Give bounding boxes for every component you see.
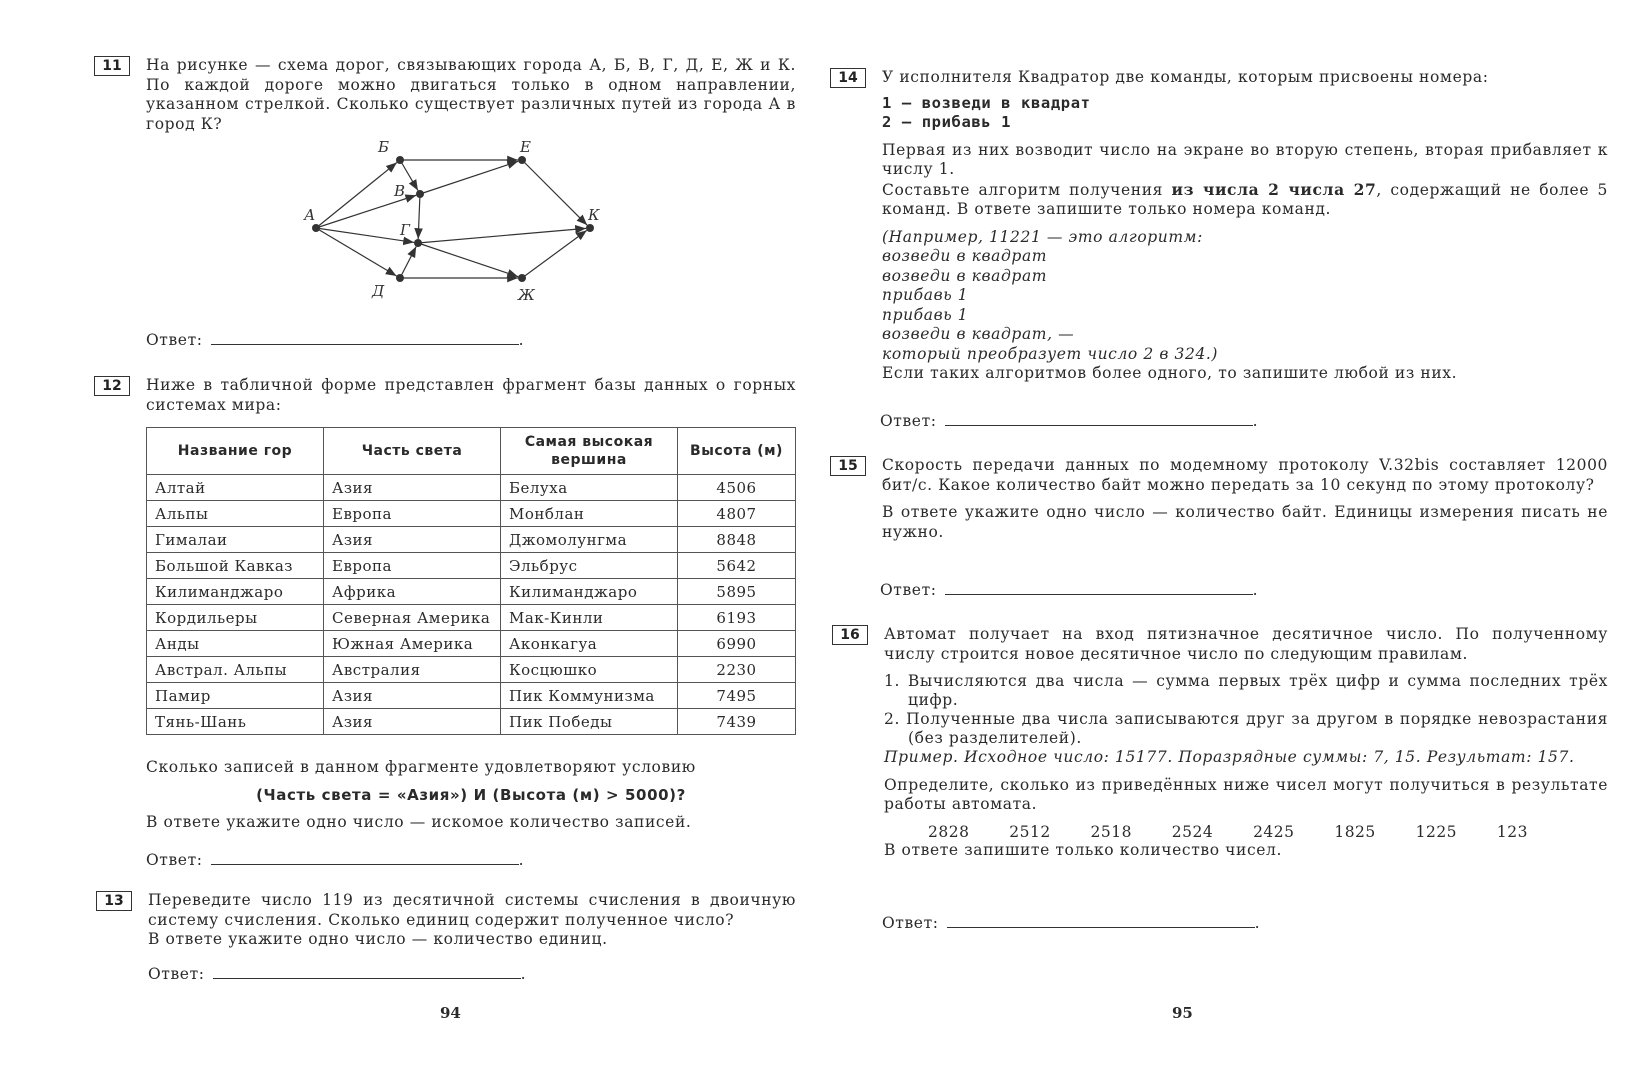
number-item: 2828	[928, 822, 970, 841]
answer-13	[148, 964, 526, 983]
note-text: Если таких алгоритмов более одного, то запишите любой из них.	[882, 364, 1458, 382]
cell-name: Кордильеры	[147, 605, 324, 631]
cell-peak: Аконкагуа	[501, 631, 678, 657]
number-item: 123	[1496, 822, 1528, 841]
cell-height: 4506	[678, 475, 796, 501]
road-V-G	[418, 194, 420, 239]
task-text-bold: из числа 2 числа 27	[1171, 179, 1377, 199]
task-number: 15	[830, 456, 866, 476]
description-text: Первая из них возводит число на экране во вторую степень, вторая прибавляет к числу 1.	[882, 140, 1608, 178]
road-E-K	[522, 160, 587, 225]
task-text-pre: Составьте алгоритм получения	[882, 180, 1172, 199]
answer-label: Ответ:	[148, 965, 205, 983]
cell-name: Алтай	[147, 475, 324, 501]
answer-16	[882, 913, 1260, 932]
answer-label: Ответ:	[146, 851, 203, 869]
cell-height: 5895	[678, 579, 796, 605]
city-node-K	[586, 224, 594, 232]
answer-label: Ответ:	[880, 581, 937, 599]
cell-name: Альпы	[147, 501, 324, 527]
city-label-D: Д	[372, 282, 385, 300]
road-A-B	[316, 163, 397, 228]
table-row	[147, 709, 796, 735]
example-line: возведи в квадрат, —	[882, 325, 1075, 343]
rule-1: 1. Вычисляются два числа — сумма первых трёх цифр и сумма последних трёх цифр.	[884, 672, 1608, 709]
table-row	[147, 683, 796, 709]
cell-region: Северная Америка	[324, 605, 501, 631]
cell-region: Африка	[324, 579, 501, 605]
instruction-text: В ответе укажите одно число — количество единиц.	[148, 930, 608, 948]
city-node-A	[312, 224, 320, 232]
cell-region: Азия	[324, 683, 501, 709]
table-row	[147, 527, 796, 553]
cell-height: 5642	[678, 553, 796, 579]
task-number: 16	[832, 625, 868, 645]
table-row	[147, 553, 796, 579]
answer-12	[146, 850, 524, 869]
cell-height: 6990	[678, 631, 796, 657]
road-G-Zh	[418, 243, 518, 277]
col-region-header: Часть света	[324, 428, 501, 475]
number-list	[928, 823, 1528, 841]
instruction-text: В ответе запишите только количество чисел.	[884, 840, 1282, 859]
col-name-header: Название гор	[147, 428, 324, 475]
page-right	[812, 0, 1625, 1080]
city-node-D	[396, 274, 404, 282]
cell-region: Азия	[324, 709, 501, 735]
intro-text: У исполнителя Квадратор две команды, которым присвоены номера:	[882, 68, 1489, 86]
cell-peak: Эльбрус	[501, 553, 678, 579]
rule-2: 2. Полученные два числа записываются друг за другом в порядке невозрастания (без разделителей).	[884, 710, 1608, 747]
cell-region: Австралия	[324, 657, 501, 683]
answer-label: Ответ:	[882, 914, 939, 932]
command-2: 2 — прибавь 1	[882, 113, 1012, 131]
cell-region: Европа	[324, 501, 501, 527]
task-number: 12	[94, 376, 130, 396]
answer-11	[146, 330, 524, 349]
city-label-K: К	[588, 206, 600, 224]
question-text: Определите, сколько из приведённых ниже чисел могут получиться в результате работы автомата.	[884, 775, 1608, 813]
task-text-post: , содержащий не более 5 команд. В ответе запишите только номера команд.	[882, 180, 1608, 218]
number-item: 2524	[1171, 822, 1214, 841]
answer-label: Ответ:	[880, 412, 937, 430]
table-row	[147, 657, 796, 683]
cell-region: Европа	[324, 553, 501, 579]
table-row	[147, 579, 796, 605]
answer-line-15[interactable]	[945, 580, 1253, 595]
cell-name: Килиманджаро	[147, 579, 324, 605]
table-header-row	[147, 428, 796, 475]
road-A-D	[316, 228, 397, 276]
example-line: возведи в квадрат	[882, 266, 1048, 285]
cell-name: Анды	[147, 631, 324, 657]
example-line: (Например, 11221 — это алгоритм:	[882, 227, 1203, 246]
question-text: Сколько записей в данном фрагменте удовлетворяют условию	[146, 758, 696, 776]
page-number-right: 95	[1172, 1004, 1193, 1022]
mountains-table	[146, 427, 796, 735]
city-label-B: Б	[378, 138, 390, 156]
cell-name: Австрал. Альпы	[147, 657, 324, 683]
city-node-E	[518, 156, 526, 164]
cell-peak: Монблан	[501, 501, 678, 527]
cell-height: 4807	[678, 501, 796, 527]
answer-end: .	[1252, 581, 1259, 599]
answer-end: .	[1254, 914, 1261, 932]
cell-height: 7495	[678, 683, 796, 709]
cell-peak: Белуха	[501, 475, 678, 501]
instruction-text: В ответе укажите одно число — искомое количество записей.	[146, 813, 692, 831]
answer-label: Ответ:	[146, 331, 203, 349]
table-row	[147, 501, 796, 527]
task-number: 13	[96, 891, 132, 911]
city-label-Zh: Ж	[518, 286, 535, 304]
number-item: 2512	[1009, 822, 1051, 841]
number-item: 2518	[1090, 822, 1132, 841]
cell-height: 2230	[678, 657, 796, 683]
task-number: 11	[94, 56, 130, 76]
number-item: 1225	[1415, 822, 1458, 841]
answer-end: .	[520, 965, 527, 983]
cell-peak: Пик Победы	[501, 709, 678, 735]
cell-peak: Пик Коммунизма	[501, 683, 678, 709]
answer-end: .	[518, 331, 525, 349]
example-block	[882, 228, 1608, 365]
example-line: прибавь 1	[882, 286, 969, 304]
page-left	[0, 0, 812, 1080]
cell-name: Тянь-Шань	[147, 709, 324, 735]
answer-line-14[interactable]	[945, 411, 1253, 426]
col-height-header: Высота (м)	[678, 428, 796, 475]
example-line: возведи в квадрат	[882, 247, 1048, 265]
answer-end: .	[1252, 412, 1259, 430]
answer-line-12[interactable]	[211, 850, 519, 865]
number-item: 1825	[1334, 822, 1376, 841]
number-item: 2425	[1253, 822, 1295, 841]
city-label-A: А	[304, 206, 316, 224]
task-text: Переведите число 119 из десятичной системы счисления в двоичную систему счисления. Сколько единиц содержит полученное число?	[148, 891, 796, 929]
command-1: 1 — возведи в квадрат	[882, 93, 1091, 112]
task-text	[882, 180, 1608, 220]
example-line: который преобразует число 2 в 324.)	[882, 344, 1219, 363]
answer-line-11[interactable]	[211, 330, 519, 345]
cell-height: 8848	[678, 527, 796, 553]
cell-name: Большой Кавказ	[147, 553, 324, 579]
cell-height: 7439	[678, 709, 796, 735]
task-text: Автомат получает на вход пятизначное десятичное число. По полученному числу строится новое десятичное число по следующим правилам.	[884, 625, 1608, 663]
example-text: Пример. Исходное число: 15177. Поразрядные суммы: 7, 15. Результат: 157.	[884, 748, 1575, 766]
city-label-G: Г	[400, 221, 410, 239]
cell-peak: Килиманджаро	[501, 579, 678, 605]
table-row	[147, 631, 796, 657]
instruction-text: В ответе укажите одно число — количество байт. Единицы измерения писать не нужно.	[882, 503, 1608, 541]
road-V-E	[420, 161, 518, 194]
condition-text: (Часть света = «Азия») И (Высота (м) > 5000)?	[256, 785, 686, 804]
cell-region: Азия	[324, 475, 501, 501]
city-label-V: В	[394, 182, 406, 200]
col-peak-header: Самая высокая вершина	[501, 428, 678, 475]
road-D-G	[400, 247, 416, 278]
cell-name: Гималаи	[147, 527, 324, 553]
task-text: Ниже в табличной форме представлен фрагмент базы данных о горных системах мира:	[146, 376, 796, 414]
city-label-E: Е	[520, 138, 531, 156]
cell-peak: Косцюшко	[501, 657, 678, 683]
answer-line-16[interactable]	[947, 913, 1255, 928]
cell-region: Южная Америка	[324, 631, 501, 657]
task-12-question	[146, 758, 796, 833]
task-number: 14	[830, 68, 866, 88]
city-node-Zh	[518, 274, 526, 282]
cell-name: Памир	[147, 683, 324, 709]
road-Zh-K	[522, 230, 587, 278]
answer-14	[880, 411, 1258, 430]
city-node-B	[396, 156, 404, 164]
road-G-K	[418, 228, 586, 243]
task-text: Скорость передачи данных по модемному протоколу V.32bis составляет 12000 бит/с. Какое количество байт можно передать за 10 секунд по этому протоколу?	[882, 456, 1608, 494]
cell-region: Азия	[324, 527, 501, 553]
table-row	[147, 605, 796, 631]
cell-height: 6193	[678, 605, 796, 631]
answer-end: .	[518, 851, 525, 869]
city-node-G	[414, 239, 422, 247]
city-node-V	[416, 190, 424, 198]
road-graph	[300, 136, 640, 316]
cell-peak: Джомолунгма	[501, 527, 678, 553]
answer-line-13[interactable]	[213, 964, 521, 979]
table-row	[147, 475, 796, 501]
answer-15	[880, 580, 1258, 599]
example-line: прибавь 1	[882, 305, 969, 324]
task-text: На рисунке — схема дорог, связывающих города А, Б, В, Г, Д, Е, Ж и К. По каждой дороге можно двигаться только в одном направлении, указанном стрелкой. Сколько существует различных путей из города А в город К?	[146, 56, 796, 133]
page-number-left: 94	[440, 1004, 461, 1022]
cell-peak: Мак-Кинли	[501, 605, 678, 631]
